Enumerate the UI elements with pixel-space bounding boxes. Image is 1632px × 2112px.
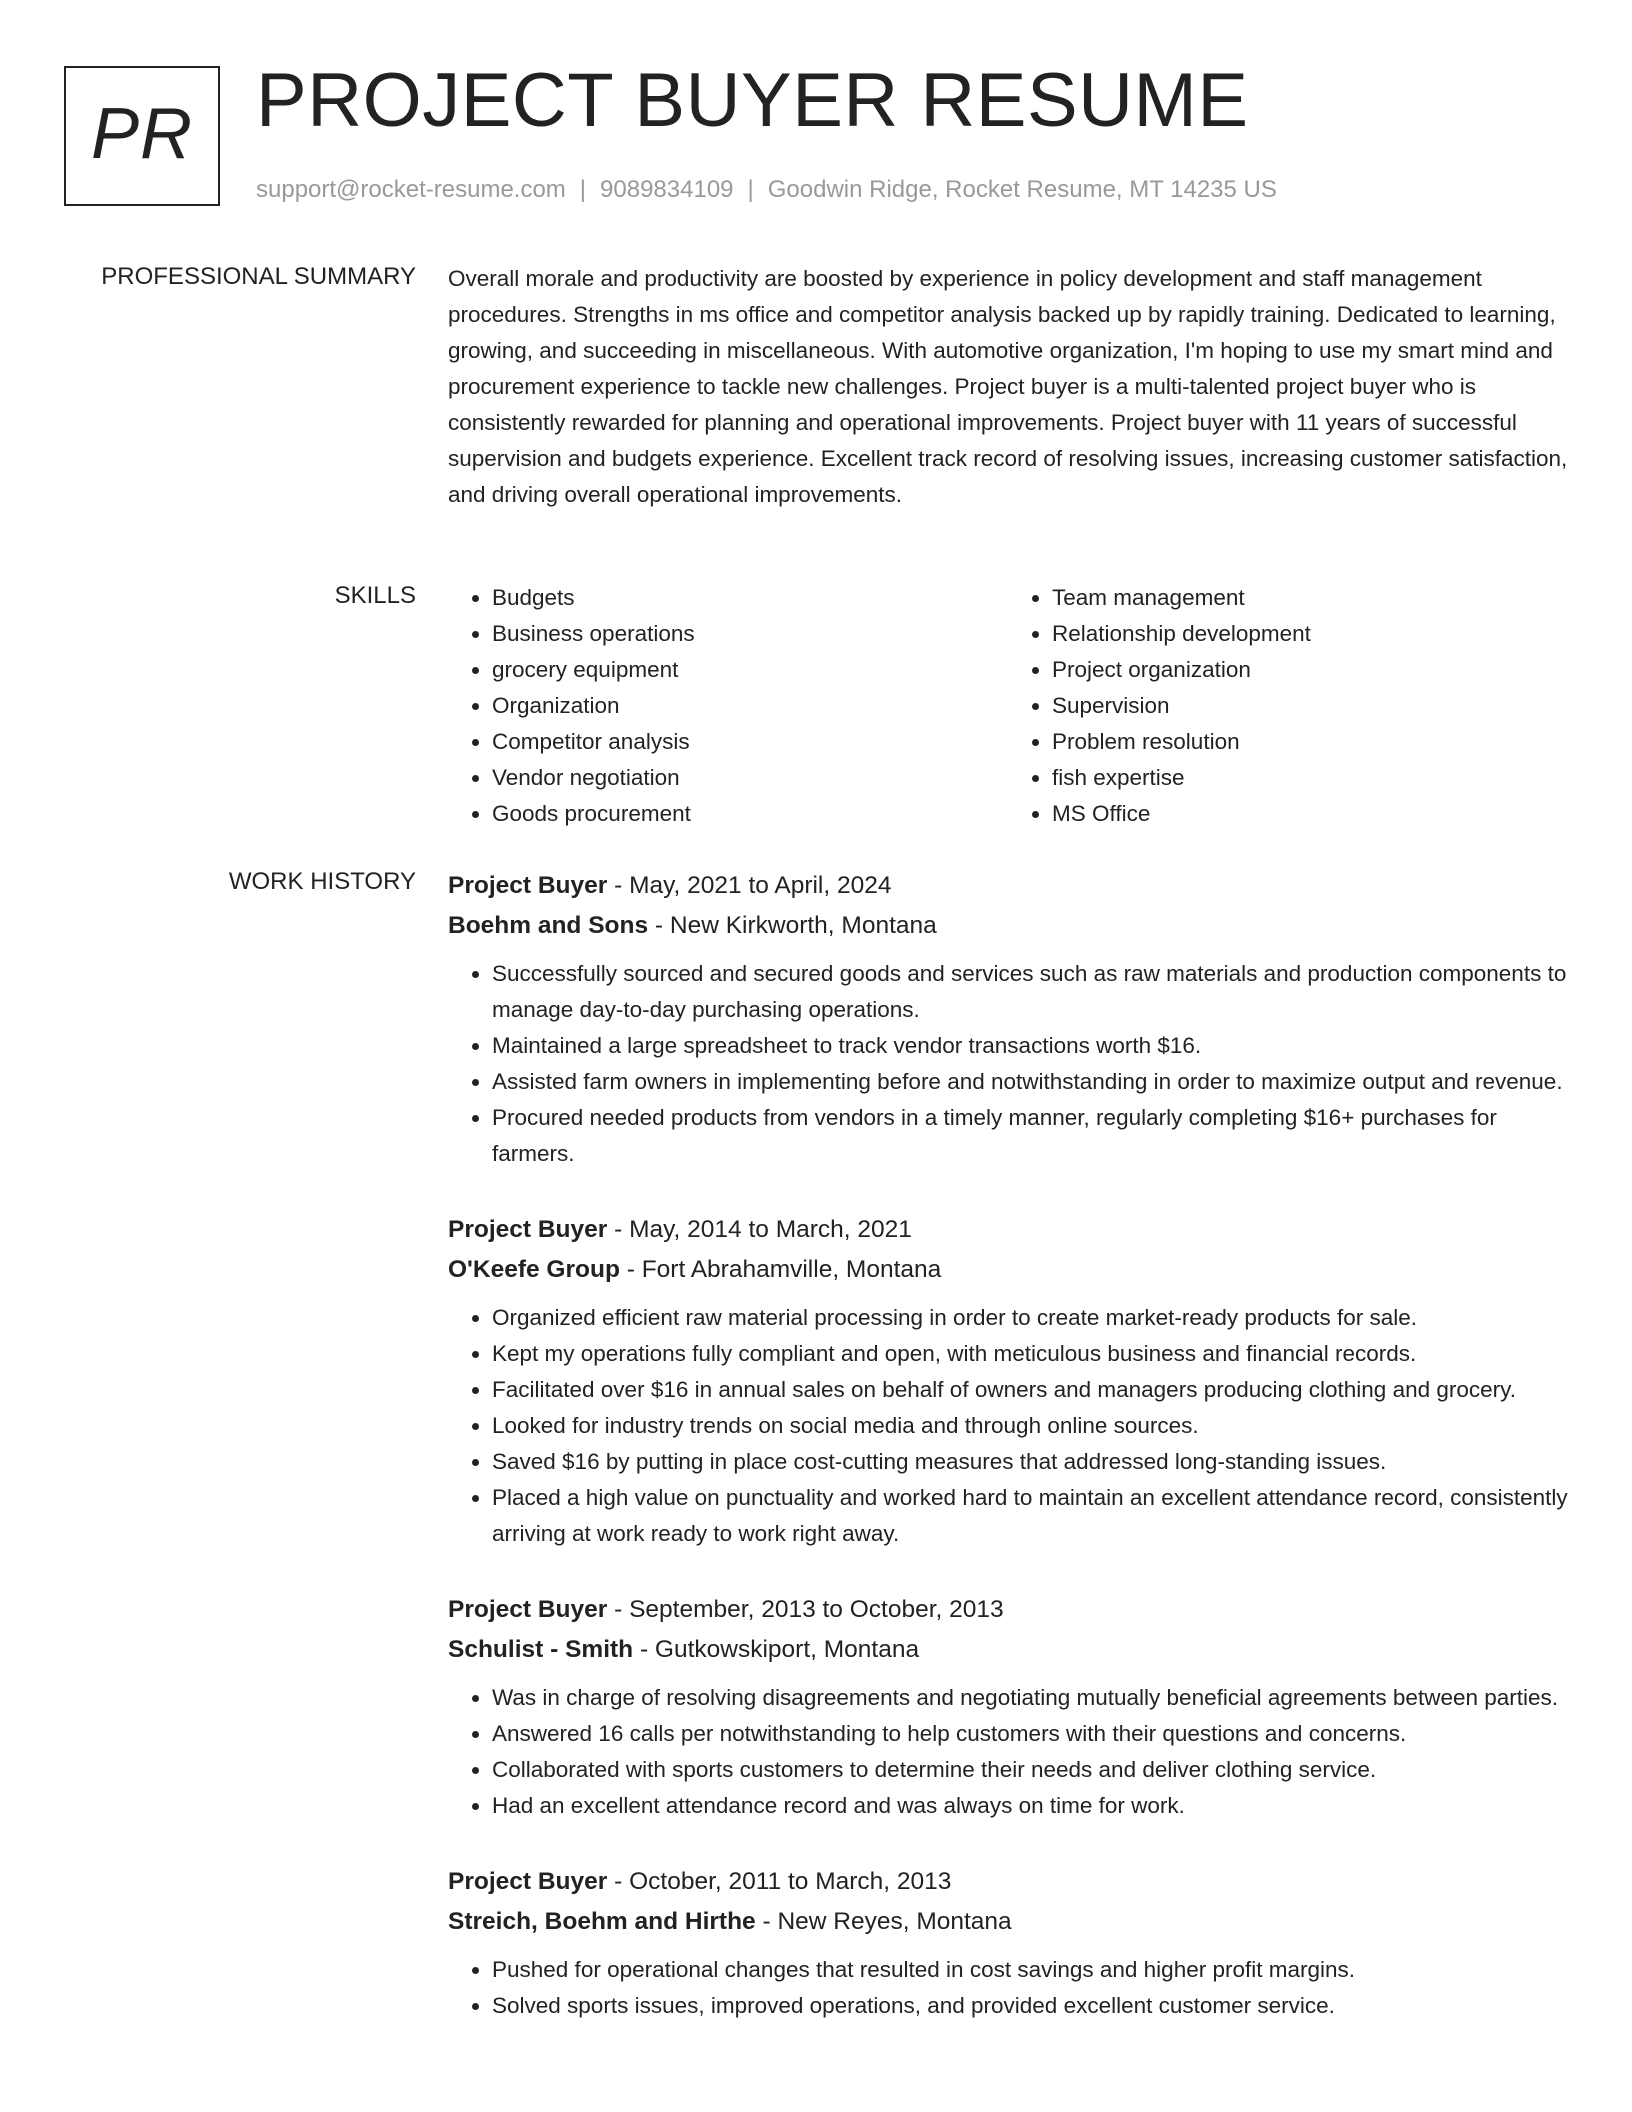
skill-item: • grocery equipment [492,652,1008,688]
contact-address: Goodwin Ridge, Rocket Resume, MT 14235 US [767,176,1277,203]
skill-item: • MS Office [1052,796,1568,832]
job-company-line [448,1902,1568,1942]
job-bullet: • Facilitated over $16 in annual sales on behalf of owners and managers producing clothing and grocery. [492,1372,1568,1408]
skill-item: • Problem resolution [1052,724,1568,760]
job-bullet: • Had an excellent attendance record and was always on time for work. [492,1788,1568,1824]
job-location: - New Kirkworth, Montana [648,912,937,939]
job-bullet: • Solved sports issues, improved operations, and provided excellent customer service. [492,1988,1568,2024]
job-bullet: • Collaborated with sports customers to determine their needs and deliver clothing service. [492,1752,1568,1788]
job-company: Boehm and Sons [448,912,649,939]
job-bullets [448,1952,1568,2024]
job-bullets [448,956,1568,1172]
job-title: Project Buyer [448,872,608,899]
work-history-body [448,866,1568,2062]
job-title-line [448,1210,1568,1250]
contact-separator: | [747,176,754,203]
job-company: O'Keefe Group [448,1256,620,1283]
monogram-text: PR [90,94,194,174]
skill-item: • Organization [492,688,1008,724]
job-dates: - May, 2014 to March, 2021 [607,1216,912,1243]
job-title: Project Buyer [448,1868,608,1895]
job-location: - New Reyes, Montana [755,1908,1012,1935]
job-bullet: • Looked for industry trends on social media and through online sources. [492,1408,1568,1444]
skill-item: • Supervision [1052,688,1568,724]
job-title-line [448,1862,1568,1902]
job-bullet: • Assisted farm owners in implementing before and notwithstanding in order to maximize output and revenue. [492,1064,1568,1100]
job-dates: - September, 2013 to October, 2013 [607,1596,1004,1623]
contact-email: support@rocket-resume.com [256,176,566,203]
contact-line [256,174,1277,206]
skill-item: • Competitor analysis [492,724,1008,760]
job-title: Project Buyer [448,1596,608,1623]
skills-list-right [1008,580,1568,832]
contact-separator: | [579,176,587,203]
job-company-line [448,1250,1568,1290]
job-bullet: • Successfully sourced and secured goods and services such as raw materials and production components to manage day-to-day purchasing operations. [492,956,1568,1028]
resume-title: PROJECT BUYER RESUME [256,58,1249,143]
job-location: - Gutkowskiport, Montana [633,1636,920,1663]
skill-item: • Relationship development [1052,616,1568,652]
job-dates: - May, 2021 to April, 2024 [607,872,892,899]
job-entry [448,866,1568,1172]
job-company-line [448,1630,1568,1670]
job-entry [448,1210,1568,1552]
job-entry [448,1862,1568,2024]
monogram-box [64,66,220,206]
skill-item: • Team management [1052,580,1568,616]
summary-heading: PROFESSIONAL SUMMARY [101,263,416,290]
skill-item: • Vendor negotiation [492,760,1008,796]
job-company-line [448,906,1568,946]
job-bullet: • Was in charge of resolving disagreements and negotiating mutually beneficial agreements between parties. [492,1680,1568,1716]
job-entry [448,1590,1568,1824]
job-company: Streich, Boehm and Hirthe [448,1908,756,1935]
job-dates: - October, 2011 to March, 2013 [607,1868,952,1895]
skills-heading: SKILLS [334,582,416,609]
skill-item: • Project organization [1052,652,1568,688]
job-bullet: • Answered 16 calls per notwithstanding to help customers with their questions and concerns. [492,1716,1568,1752]
skills-body [448,580,1568,832]
skill-item: • Business operations [492,616,1008,652]
job-bullet: • Organized efficient raw material processing in order to create market-ready products for sale. [492,1300,1568,1336]
job-bullet: • Pushed for operational changes that resulted in cost savings and higher profit margins. [492,1952,1568,1988]
job-bullet: • Procured needed products from vendors in a timely manner, regularly completing $16+ purchases for farmers. [492,1100,1568,1172]
contact-phone: 9089834109 [600,176,734,203]
job-bullet: • Kept my operations fully compliant and open, with meticulous business and financial records. [492,1336,1568,1372]
job-bullets [448,1300,1568,1552]
job-location: - Fort Abrahamville, Montana [619,1256,942,1283]
work-history-heading: WORK HISTORY [228,868,416,895]
job-bullets [448,1680,1568,1824]
job-company: Schulist - Smith [448,1636,634,1663]
skill-item: • Goods procurement [492,796,1008,832]
summary-body [448,261,1568,513]
skill-item: • Budgets [492,580,1008,616]
job-bullet: • Maintained a large spreadsheet to track vendor transactions worth $16. [492,1028,1568,1064]
job-title: Project Buyer [448,1216,608,1243]
job-bullet: • Placed a high value on punctuality and worked hard to maintain an excellent attendance record, consistently arriving at work ready to work right away. [492,1480,1568,1552]
skill-item: • fish expertise [1052,760,1568,796]
skills-columns [448,580,1568,832]
job-title-line [448,1590,1568,1630]
skills-list-left [448,580,1008,832]
summary-text: Overall morale and productivity are boosted by experience in policy development and staff management procedures. Strengths in ms office and competitor analysis backed up by rapidly training. Dedicated to learning, growing, and succeeding in miscellaneous. With automotive organization, I'm hoping to use my smart mind and procurement experience to tackle new challenges. Project buyer is a multi-talented project buyer who is consistently rewarded for planning and operational improvements. Project buyer with 11 years of successful supervision and budgets experience. Excellent track record of resolving issues, increasing customer satisfaction, and driving overall operational improvements. [448,266,1568,507]
job-title-line [448,866,1568,906]
job-bullet: • Saved $16 by putting in place cost-cutting measures that addressed long-standing issues. [492,1444,1568,1480]
